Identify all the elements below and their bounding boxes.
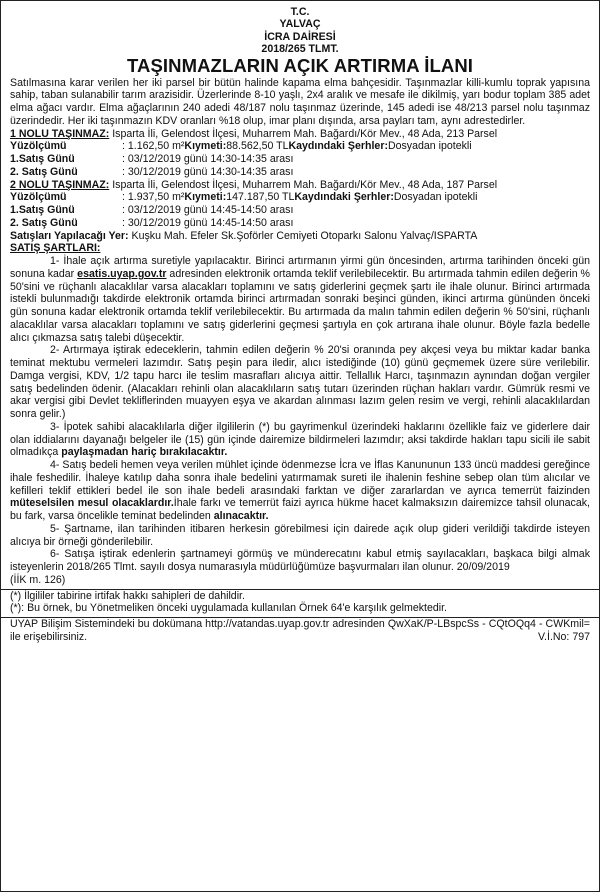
intro-paragraph: Satılmasına karar verilen her iki parsel bir bütün halinde kapama elma bahçesidir. Taşınmazlar killi-kumlu toprak yapısına sahip, taban sulanabilir tarım arazisidir. Üzerlerinde 8-10 yaşlı, 2x4 aralık ve mesafe ile dikilmiş, yarı bodur toplam 385 adet elma ağacı vardır. Elma ağaçlarının 240 adedi 48/187 nolu taşınmaz üzerinde, 145 adedi ise 48/213 parsel nolu taşınmaz üzerindedir. Her iki taşınmazın KDV oranları %18 olup, imar planı dışında, arsa payları tam, aynı adrestedirler. — [10, 76, 590, 127]
property-1-area-label: Yüzölçümü — [10, 140, 67, 153]
property-2-sale-1 — [10, 204, 590, 217]
property-2-value-label: Kıymeti: — [184, 191, 227, 204]
property-2-area-label: Yüzölçümü — [10, 191, 67, 204]
property-1-lien-label: Kaydındaki Şerhler: — [288, 140, 388, 153]
header-case-number: 2018/265 TLMT. — [261, 43, 339, 56]
property-1-sale-2-date: : 30/12/2019 günü 14:30-14:35 arası — [122, 165, 294, 178]
property-1-value-label: Kıymeti: — [184, 140, 227, 153]
property-2-lien-label: Kaydındaki Şerhler: — [294, 191, 394, 204]
sale-location — [10, 230, 590, 243]
property-1-heading-line — [10, 128, 590, 141]
condition-1 — [10, 255, 590, 344]
conditions-heading: SATIŞ ŞARTLARI: — [10, 242, 101, 255]
property-2-lien-value: Dosyadan ipotekli — [393, 191, 478, 204]
condition-3-text: 3- İpotek sahibi alacaklılarla diğer ilgililerin (*) bu gayrimenkul üzerindeki haklarını özellikle faiz ve giderlere dair olan iddialarını dayanağı belgeler ile (15) gün içinde dairemize bildirmeleri lazımdır; aksi takdirde hakları tapu sicili ile sabit olmadıkça — [10, 420, 590, 459]
note-1: (*) İlgililer tabirine irtifak hakkı sahipleri de dahildir. — [10, 589, 245, 602]
esatis-link[interactable]: esatis.uyap.gov.tr — [77, 267, 167, 280]
condition-5: 5- Şartname, ilan tarihinden itibaren herkesin görebilmesi için dairede açık olup gideri verildiği takdirde isteyen alıcıya bir örneği gönderilebilir. — [10, 522, 590, 548]
property-2-sale-1-date: : 03/12/2019 günü 14:45-14:50 arası — [122, 204, 294, 217]
footer-text: UYAP Bilişim Sistemindeki bu dokümana http://vatandas.uyap.gov.tr adresinden QwXaK/P-LBspcSs - CQtOQq4 - CWKmil= ile erişebilirsiniz. — [10, 618, 590, 643]
property-2-details — [10, 191, 590, 204]
footer-reference: V.İ.No: 797 — [537, 630, 590, 643]
law-reference: (İİK m. 126) — [10, 573, 66, 586]
sale-location-value: Kuşku Mah. Efeler Sk.Şoförler Cemiyeti Otoparkı Salonu Yalvaç/ISPARTA — [128, 229, 478, 242]
sale-location-label: Satışları Yapılacağı Yer: — [10, 229, 129, 242]
condition-1-text-b: adresinden elektronik ortamda teklif verilebilecektir. Bu artırmada tahmin edilen değerin % 50'sini ve rüçhanlı alacaklılar varsa alacakları toplamını ve satış giderlerini geçmek şartı ile ihale olunur. Birinci artırmada istekli bulunmadığı takdirde elektronik ortamda birinci artırmadan sonraki beşinci günden, ikinci artırma gününden önceki gün sonuna kadar elektronik ortamda teklif verilebilecektir. Bu artırmada da malın tahmin edilen değerin % 50'sini, rüçhanlı alacaklılar varsa alacakları toplamını ve satış giderlerini geçmesi şartıyla en çok artırana ihale olunur. Böyle fazla bedelle alıcı çıkmazsa satış talebi düşecektir. — [10, 267, 590, 344]
property-1-sale-1-label: 1.Satış Günü — [10, 153, 75, 166]
condition-6: 6- Satışa iştirak edenlerin şartnameyi görmüş ve münderecatını kabul etmiş sayılacakları, başkaca bilgi almak isteyenlerin 2018/265 Tlmt. sayılı dosya numarasıyla müdürlüğümüze başvurmaları ilan olunur. 20/09/2019 — [10, 548, 590, 574]
condition-3-bold: paylaşmadan hariç bırakılacaktır. — [61, 446, 228, 459]
property-1-lien-value: Dosyadan ipotekli — [387, 140, 472, 153]
property-2-sale-1-label: 1.Satış Günü — [10, 204, 75, 217]
condition-2: 2- Artırmaya iştirak edeceklerin, tahmin edilen değerin % 20'si oranında pey akçesi veya bu miktar kadar banka teminat mektubu vermeleri lazımdır. Satış peşin para iledir, alıcı istediğinde (10) günü geçmemek üzere süre verilebilir. Damga vergisi, KDV, 1/2 tapu harcı ile teslim masrafları alıcıya aittir. Tellallık Harcı, taşınmazın aynından doğan vergiler satış bedelinden ödenir. (Alacakları rehinli olan alacaklıların satış tutarı üzerinden rüçhan hakları vardır. Gümrük resmi ve akar vergisi gibi Devlet tekliflerinden muayyen eşya ve akardan alınması lazım gelen resim ve vergi, rehinli alacaklılardan sonra gelir.) — [10, 344, 590, 421]
property-2-address: Isparta İli, Gelendost İlçesi, Muharrem Mah. Bağardı/Kör Mev., 48 Ada, 187 Parsel — [109, 178, 498, 191]
property-1-value: 88.562,50 TL — [226, 140, 289, 153]
property-1-sale-2-label: 2. Satış Günü — [10, 165, 78, 178]
property-2-area-value: : 1.937,50 m² — [122, 191, 185, 204]
property-2-value: 147.187,50 TL — [226, 191, 295, 204]
property-1-heading: 1 NOLU TAŞINMAZ: — [10, 127, 110, 140]
condition-4-bold-2: alınacaktır. — [213, 510, 269, 523]
property-1-address: Isparta İli, Gelendost İlçesi, Muharrem Mah. Bağardı/Kör Mev., 48 Ada, 213 Parsel — [109, 127, 498, 140]
property-1-details — [10, 140, 590, 153]
condition-1-text-a: 1- İhale açık artırma suretiyle yapılacaktır. Birinci artırmanın yirmi gün öncesinden, artırma tarihinden önceki gün sonuna kadar — [10, 255, 590, 280]
header-office: İCRA DAİRESİ — [264, 30, 336, 43]
property-2-heading-line — [10, 179, 590, 192]
property-1-sale-2 — [10, 166, 590, 179]
property-1-sale-1 — [10, 153, 590, 166]
notice-title: TAŞINMAZLARIN AÇIK ARTIRMA İLANI — [126, 54, 474, 76]
footer — [10, 618, 590, 644]
property-2-sale-2 — [10, 217, 590, 230]
note-2: (*): Bu örnek, bu Yönetmeliken önceki uygulamada kullanılan Örnek 64'e karşılık gelmektedir. — [10, 602, 447, 615]
condition-4-text-a: 4- Satış bedeli hemen veya verilen mühlet içinde ödenmezse İcra ve İflas Kanununun 133 üncü maddesi gereğince ihale feshedilir. İhaleye katılıp daha sonra ihale bedelini yatırmamak sureti ile ihalenin feshine sebep olan tüm alıcılar ve kefilleri teklif ettikleri bedel ile son ihale bedeli arasındaki farktan ve diğer zararlardan ve ayrıca temerrüt faizinden — [10, 459, 590, 497]
property-1-area-value: : 1.162,50 m² — [122, 140, 185, 153]
condition-4-bold-1: müteselsilen mesul olacaklardır. — [10, 497, 174, 510]
condition-3 — [10, 421, 590, 459]
header-tc: T.C. — [290, 6, 310, 18]
property-2-sale-2-date: : 30/12/2019 günü 14:45-14:50 arası — [122, 216, 294, 229]
property-2-sale-2-label: 2. Satış Günü — [10, 216, 78, 229]
header-town: YALVAÇ — [279, 18, 321, 31]
condition-4 — [10, 459, 590, 523]
property-1-sale-1-date: : 03/12/2019 günü 14:30-14:35 arası — [122, 153, 294, 166]
property-2-heading: 2 NOLU TAŞINMAZ: — [10, 178, 110, 191]
condition-4-text-b: İhale farkı ve temerrüt faizi ayrıca hükme hacet kalmaksızın dairemizce tahsil olunacak, bu fark, varsa öncelikle teminat bedelinden — [10, 497, 590, 523]
